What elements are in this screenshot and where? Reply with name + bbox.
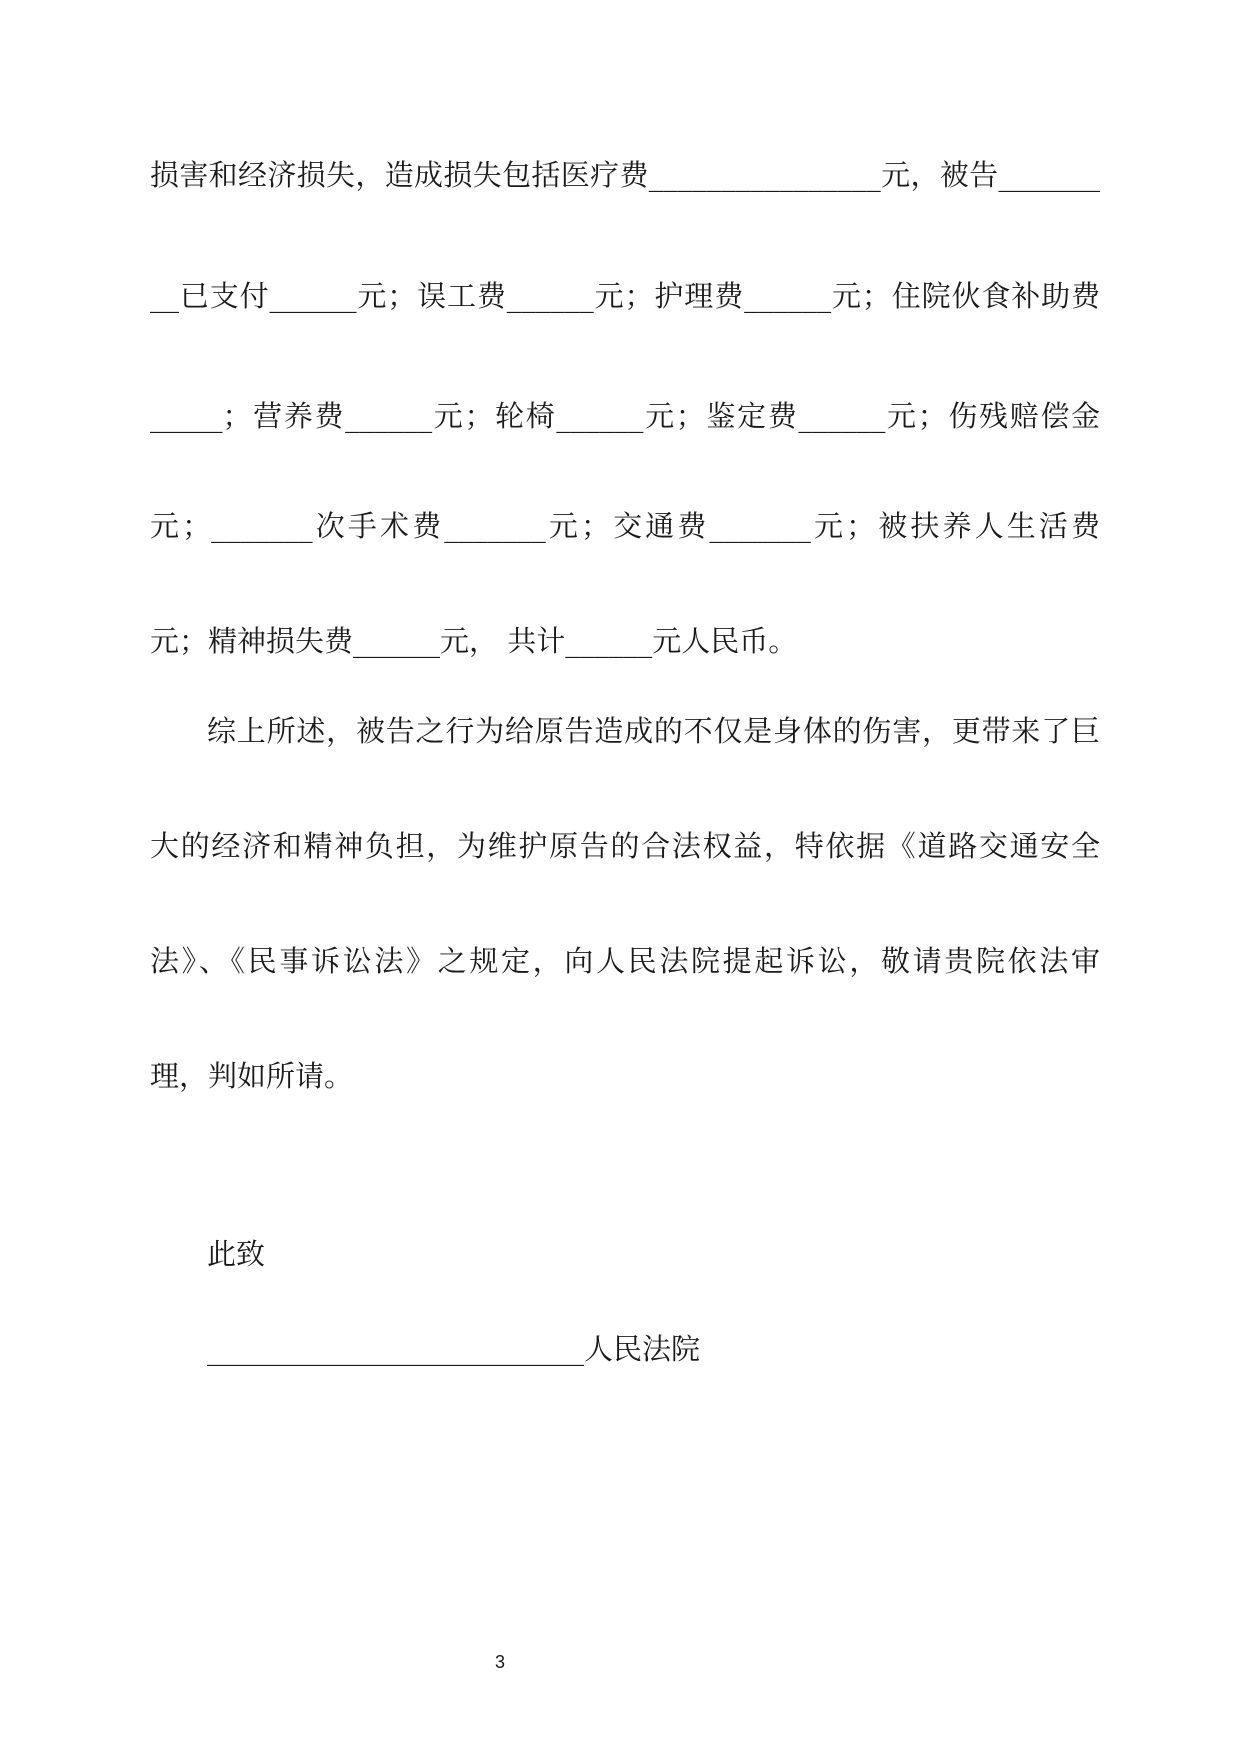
closing-salutation: 此致 — [207, 1237, 266, 1271]
paragraph-1-line-1: 损害和经济损失，造成损失包括医疗费________________元，被告_______ — [150, 158, 1100, 192]
page-number: 3 — [494, 1652, 505, 1672]
court-name-line: __________________________人民法院 — [207, 1332, 701, 1366]
paragraph-1-line-3: _____；营养费______元；轮椅______元；鉴定费______元；伤残赔偿金 — [150, 399, 1100, 433]
paragraph-2-line-3: 法》、《民事诉讼法》之规定，向人民法院提起诉讼，敬请贵院依法审 — [150, 944, 1100, 978]
paragraph-2-line-2: 大的经济和精神负担，为维护原告的合法权益，特依据《道路交通安全 — [150, 829, 1100, 863]
paragraph-1-line-4: 元；_______次手术费_______元；交通费_______元；被扶养人生活费 — [150, 509, 1100, 543]
paragraph-2-line-1: 综上所述，被告之行为给原告造成的不仅是身体的伤害，更带来了巨 — [207, 714, 1100, 748]
paragraph-1-line-5: 元；精神损失费______元， 共计______元人民币。 — [150, 624, 798, 658]
paragraph-2-line-4: 理，判如所请。 — [150, 1059, 354, 1093]
paragraph-1-line-2: __已支付______元；误工费______元；护理费______元；住院伙食补助费 — [150, 279, 1100, 313]
